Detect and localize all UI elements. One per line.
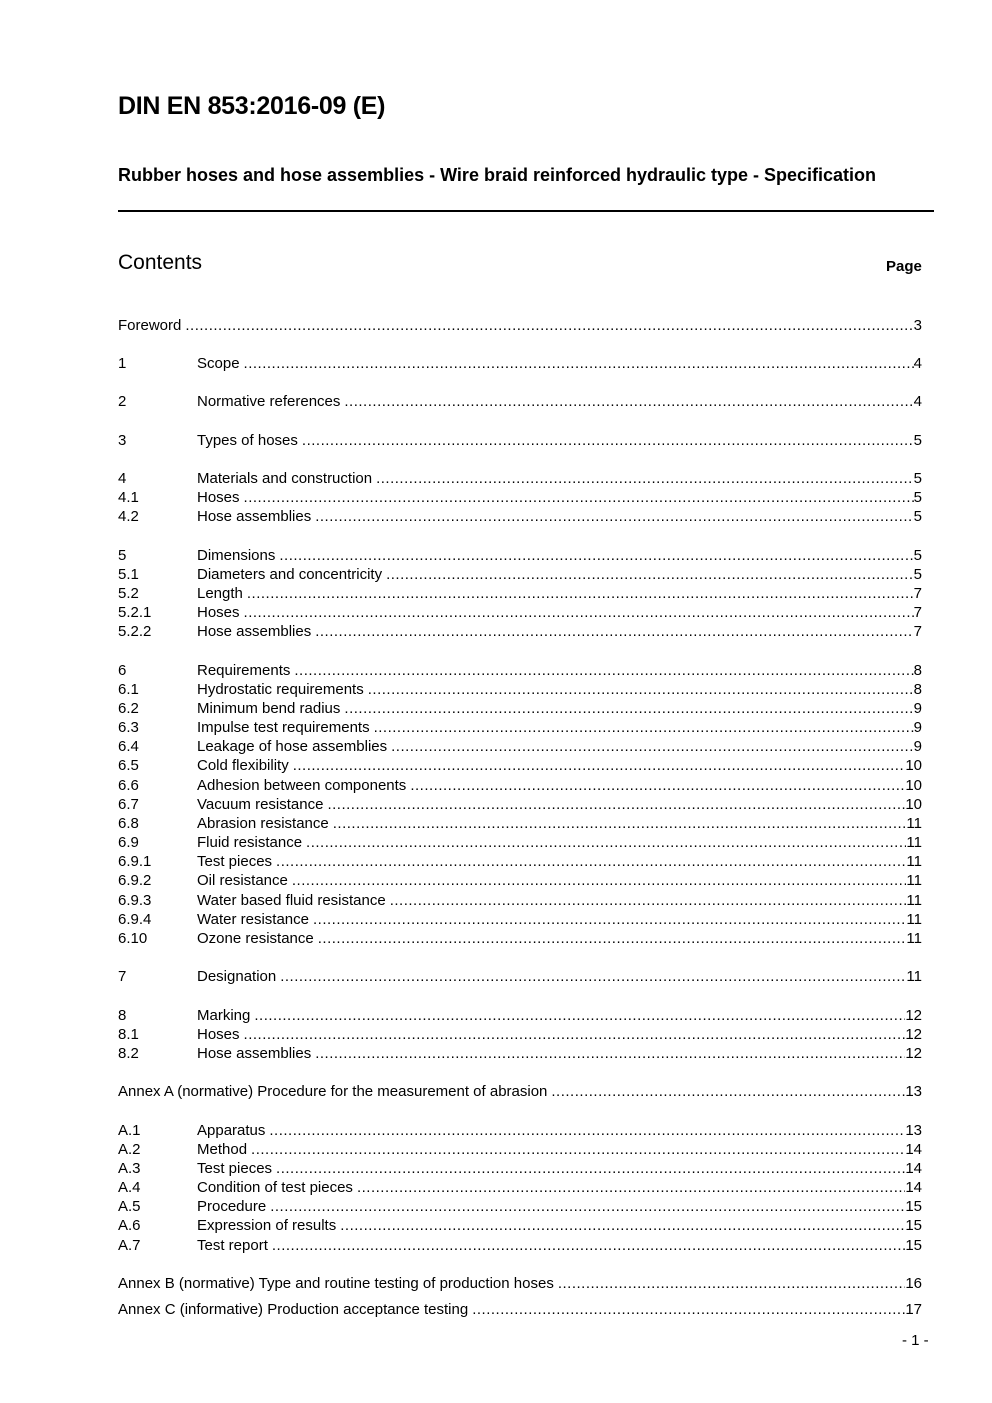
table-of-contents bbox=[118, 0, 922, 1403]
toc-entry-number: 5 bbox=[118, 547, 127, 564]
document-title: DIN EN 853:2016-09 (E) bbox=[118, 92, 386, 120]
toc-entry bbox=[118, 469, 922, 488]
toc-entry bbox=[118, 718, 922, 737]
toc-dot-leader bbox=[344, 392, 913, 411]
toc-entry-title: Hoses bbox=[197, 1026, 240, 1043]
toc-entry-page: 5 bbox=[913, 508, 922, 525]
toc-entry-title: Scope bbox=[197, 355, 240, 372]
toc-entry-title: Foreword bbox=[118, 317, 182, 334]
toc-entry-title: Hose assemblies bbox=[197, 623, 312, 640]
toc-entry-number: 6.9 bbox=[118, 834, 139, 851]
toc-entry bbox=[118, 392, 922, 411]
toc-entry-number: 6.8 bbox=[118, 815, 139, 832]
toc-entry-title: Vacuum resistance bbox=[197, 796, 324, 813]
toc-entry-title: Adhesion between components bbox=[197, 777, 407, 794]
toc-entry bbox=[118, 680, 922, 699]
toc-entry bbox=[118, 833, 922, 852]
toc-entry-title: Apparatus bbox=[197, 1122, 266, 1139]
toc-entry bbox=[118, 756, 922, 775]
toc-dot-leader bbox=[344, 699, 913, 718]
toc-entry-title: Leakage of hose assemblies bbox=[197, 738, 388, 755]
toc-dot-leader bbox=[280, 967, 906, 986]
toc-dot-leader bbox=[318, 929, 907, 948]
toc-entry-page: 4 bbox=[913, 355, 922, 372]
toc-entry-title: Requirements bbox=[197, 662, 291, 679]
toc-entry-page: 8 bbox=[913, 681, 922, 698]
toc-dot-leader bbox=[276, 1159, 905, 1178]
toc-entry-title: Annex B (normative) Type and routine testing of production hoses bbox=[118, 1275, 554, 1292]
page-column-heading: Page bbox=[886, 258, 922, 275]
toc-entry-title: Hose assemblies bbox=[197, 1045, 312, 1062]
toc-entry-title: Cold flexibility bbox=[197, 757, 289, 774]
toc-entry bbox=[118, 584, 922, 603]
toc-dot-leader bbox=[293, 756, 906, 775]
toc-dot-leader bbox=[386, 565, 914, 584]
toc-dot-leader bbox=[292, 871, 907, 890]
toc-entry bbox=[118, 565, 922, 584]
toc-entry-title: Hoses bbox=[197, 489, 240, 506]
toc-entry-page: 3 bbox=[913, 317, 922, 334]
toc-entry-page: 7 bbox=[913, 585, 922, 602]
toc-entry-page: 11 bbox=[906, 968, 922, 985]
toc-entry-number: A.6 bbox=[118, 1217, 141, 1234]
toc-entry-title: Hydrostatic requirements bbox=[197, 681, 364, 698]
toc-entry-title: Oil resistance bbox=[197, 872, 288, 889]
toc-dot-leader bbox=[340, 1216, 905, 1235]
toc-dot-leader bbox=[244, 488, 914, 507]
toc-entry-title: Test report bbox=[197, 1237, 268, 1254]
page-number: - 1 - bbox=[902, 1332, 929, 1349]
toc-entry bbox=[118, 1300, 922, 1319]
toc-dot-leader bbox=[269, 1121, 905, 1140]
toc-entry-number: 5.1 bbox=[118, 566, 139, 583]
toc-entry-title: Diameters and concentricity bbox=[197, 566, 383, 583]
toc-dot-leader bbox=[410, 776, 905, 795]
toc-entry-title: Annex A (normative) Procedure for the measurement of abrasion bbox=[118, 1083, 548, 1100]
toc-entry-title: Condition of test pieces bbox=[197, 1179, 353, 1196]
toc-entry-page: 15 bbox=[905, 1198, 922, 1215]
toc-dot-leader bbox=[313, 910, 906, 929]
toc-entry bbox=[118, 622, 922, 641]
toc-entry bbox=[118, 967, 922, 986]
toc-entry bbox=[118, 546, 922, 565]
toc-entry bbox=[118, 1236, 922, 1255]
toc-entry bbox=[118, 910, 922, 929]
toc-entry-title: Abrasion resistance bbox=[197, 815, 329, 832]
toc-entry-page: 9 bbox=[913, 738, 922, 755]
toc-entry-number: 6.4 bbox=[118, 738, 139, 755]
toc-entry bbox=[118, 699, 922, 718]
toc-entry bbox=[118, 1044, 922, 1063]
toc-entry-number: 6 bbox=[118, 662, 127, 679]
toc-entry-title: Minimum bend radius bbox=[197, 700, 341, 717]
toc-entry-number: A.2 bbox=[118, 1141, 141, 1158]
toc-entry-page: 12 bbox=[905, 1026, 922, 1043]
toc-entry-page: 11 bbox=[906, 911, 922, 928]
toc-entry-page: 15 bbox=[905, 1237, 922, 1254]
toc-entry bbox=[118, 1216, 922, 1235]
toc-entry bbox=[118, 507, 922, 526]
toc-entry-page: 13 bbox=[905, 1122, 922, 1139]
toc-entry-number: 5.2.1 bbox=[118, 604, 152, 621]
toc-entry-title: Designation bbox=[197, 968, 277, 985]
toc-entry bbox=[118, 431, 922, 450]
toc-entry bbox=[118, 488, 922, 507]
toc-entry-number: 8 bbox=[118, 1007, 127, 1024]
toc-entry-number: A.7 bbox=[118, 1237, 141, 1254]
toc-entry-page: 5 bbox=[913, 566, 922, 583]
toc-entry-page: 9 bbox=[913, 719, 922, 736]
toc-entry-title: Expression of results bbox=[197, 1217, 337, 1234]
toc-entry-title: Water based fluid resistance bbox=[197, 892, 386, 909]
toc-entry-title: Marking bbox=[197, 1007, 251, 1024]
toc-entry bbox=[118, 1025, 922, 1044]
toc-entry-number: 3 bbox=[118, 432, 127, 449]
contents-heading: Contents bbox=[118, 251, 203, 274]
toc-entry-page: 11 bbox=[906, 930, 922, 947]
toc-entry-page: 13 bbox=[905, 1083, 922, 1100]
toc-entry bbox=[118, 795, 922, 814]
toc-entry-number: A.5 bbox=[118, 1198, 141, 1215]
toc-entry-page: 12 bbox=[905, 1045, 922, 1062]
toc-entry bbox=[118, 1159, 922, 1178]
toc-entry bbox=[118, 1006, 922, 1025]
toc-entry-page: 12 bbox=[905, 1007, 922, 1024]
toc-dot-leader bbox=[315, 1044, 905, 1063]
toc-entry-number: 6.9.3 bbox=[118, 892, 152, 909]
toc-entry bbox=[118, 1178, 922, 1197]
toc-dot-leader bbox=[244, 603, 914, 622]
toc-entry-page: 14 bbox=[905, 1160, 922, 1177]
toc-dot-leader bbox=[558, 1274, 905, 1293]
toc-entry-number: 6.9.4 bbox=[118, 911, 152, 928]
toc-entry bbox=[118, 1082, 922, 1101]
toc-entry-number: 5.2 bbox=[118, 585, 139, 602]
toc-entry-page: 11 bbox=[906, 853, 922, 870]
toc-entry-title: Procedure bbox=[197, 1198, 267, 1215]
toc-entry-number: 6.1 bbox=[118, 681, 139, 698]
toc-entry-number: 6.10 bbox=[118, 930, 148, 947]
toc-entry-title: Types of hoses bbox=[197, 432, 298, 449]
toc-entry bbox=[118, 776, 922, 795]
toc-entry-title: Water resistance bbox=[197, 911, 309, 928]
toc-entry-title: Method bbox=[197, 1141, 248, 1158]
toc-entry-page: 10 bbox=[905, 757, 922, 774]
toc-dot-leader bbox=[294, 661, 913, 680]
toc-dot-leader bbox=[247, 584, 914, 603]
toc-entry-number: 6.7 bbox=[118, 796, 139, 813]
toc-dot-leader bbox=[279, 546, 913, 565]
toc-entry-number: A.3 bbox=[118, 1160, 141, 1177]
toc-entry-title: Impulse test requirements bbox=[197, 719, 370, 736]
toc-entry-page: 11 bbox=[906, 834, 922, 851]
toc-dot-leader bbox=[472, 1300, 905, 1319]
toc-entry-number: 6.9.2 bbox=[118, 872, 152, 889]
toc-entry-title: Test pieces bbox=[197, 1160, 273, 1177]
toc-entry bbox=[118, 661, 922, 680]
toc-entry bbox=[118, 852, 922, 871]
toc-dot-leader bbox=[244, 1025, 906, 1044]
toc-entry bbox=[118, 871, 922, 890]
toc-entry-number: 4.1 bbox=[118, 489, 139, 506]
toc-dot-leader bbox=[244, 354, 914, 373]
toc-entry-number: 6.9.1 bbox=[118, 853, 152, 870]
toc-entry-title: Ozone resistance bbox=[197, 930, 314, 947]
toc-dot-leader bbox=[390, 891, 907, 910]
toc-entry-title: Fluid resistance bbox=[197, 834, 303, 851]
toc-entry-page: 14 bbox=[905, 1179, 922, 1196]
toc-entry-page: 8 bbox=[913, 662, 922, 679]
toc-dot-leader bbox=[302, 431, 914, 450]
toc-entry-title: Normative references bbox=[197, 393, 341, 410]
document-subtitle: Rubber hoses and hose assemblies - Wire braid reinforced hydraulic type - Specification bbox=[118, 165, 877, 185]
toc-entry-page: 5 bbox=[913, 470, 922, 487]
toc-dot-leader bbox=[551, 1082, 905, 1101]
toc-entry bbox=[118, 1121, 922, 1140]
toc-entry-page: 4 bbox=[913, 393, 922, 410]
toc-entry-title: Hoses bbox=[197, 604, 240, 621]
toc-entry-title: Hose assemblies bbox=[197, 508, 312, 525]
toc-entry-number: 7 bbox=[118, 968, 127, 985]
toc-entry-number: 1 bbox=[118, 355, 127, 372]
toc-entry-page: 11 bbox=[906, 815, 922, 832]
toc-entry-number: A.4 bbox=[118, 1179, 141, 1196]
toc-entry-title: Annex C (informative) Production acceptance testing bbox=[118, 1301, 469, 1318]
toc-dot-leader bbox=[254, 1006, 905, 1025]
toc-dot-leader bbox=[357, 1178, 905, 1197]
toc-dot-leader bbox=[251, 1140, 905, 1159]
toc-entry-number: 4 bbox=[118, 470, 127, 487]
toc-entry-title: Materials and construction bbox=[197, 470, 373, 487]
toc-entry bbox=[118, 316, 922, 335]
toc-entry-page: 11 bbox=[906, 872, 922, 889]
toc-entry bbox=[118, 1140, 922, 1159]
toc-entry-page: 15 bbox=[905, 1217, 922, 1234]
toc-dot-leader bbox=[333, 814, 907, 833]
toc-dot-leader bbox=[315, 507, 913, 526]
toc-entry-number: A.1 bbox=[118, 1122, 141, 1139]
toc-dot-leader bbox=[276, 852, 906, 871]
toc-entry-title: Dimensions bbox=[197, 547, 276, 564]
toc-entry bbox=[118, 1197, 922, 1216]
toc-entry-number: 6.5 bbox=[118, 757, 139, 774]
toc-dot-leader bbox=[315, 622, 913, 641]
toc-dot-leader bbox=[376, 469, 914, 488]
toc-entry-page: 11 bbox=[906, 892, 922, 909]
toc-entry bbox=[118, 891, 922, 910]
toc-dot-leader bbox=[185, 316, 913, 335]
toc-entry-page: 5 bbox=[913, 547, 922, 564]
toc-entry-number: 6.3 bbox=[118, 719, 139, 736]
toc-entry bbox=[118, 1274, 922, 1293]
toc-entry bbox=[118, 929, 922, 948]
toc-dot-leader bbox=[374, 718, 914, 737]
toc-entry bbox=[118, 603, 922, 622]
toc-entry-page: 10 bbox=[905, 796, 922, 813]
toc-dot-leader bbox=[270, 1197, 905, 1216]
toc-entry bbox=[118, 737, 922, 756]
toc-entry-number: 6.2 bbox=[118, 700, 139, 717]
toc-entry-number: 5.2.2 bbox=[118, 623, 152, 640]
toc-entry-title: Length bbox=[197, 585, 243, 602]
toc-entry-number: 2 bbox=[118, 393, 127, 410]
toc-entry-number: 4.2 bbox=[118, 508, 139, 525]
toc-entry-page: 5 bbox=[913, 489, 922, 506]
toc-entry-page: 17 bbox=[905, 1301, 922, 1318]
toc-entry-title: Test pieces bbox=[197, 853, 273, 870]
toc-dot-leader bbox=[391, 737, 914, 756]
toc-dot-leader bbox=[306, 833, 906, 852]
toc-dot-leader bbox=[368, 680, 914, 699]
toc-entry-page: 16 bbox=[905, 1275, 922, 1292]
toc-entry-page: 5 bbox=[913, 432, 922, 449]
toc-dot-leader bbox=[272, 1236, 905, 1255]
toc-entry-number: 8.1 bbox=[118, 1026, 139, 1043]
toc-entry bbox=[118, 354, 922, 373]
toc-entry-number: 6.6 bbox=[118, 777, 139, 794]
toc-entry-page: 10 bbox=[905, 777, 922, 794]
toc-entry-number: 8.2 bbox=[118, 1045, 139, 1062]
toc-entry-page: 9 bbox=[913, 700, 922, 717]
toc-entry-page: 7 bbox=[913, 623, 922, 640]
toc-entry bbox=[118, 814, 922, 833]
toc-dot-leader bbox=[327, 795, 905, 814]
toc-entry-page: 7 bbox=[913, 604, 922, 621]
toc-entry-page: 14 bbox=[905, 1141, 922, 1158]
